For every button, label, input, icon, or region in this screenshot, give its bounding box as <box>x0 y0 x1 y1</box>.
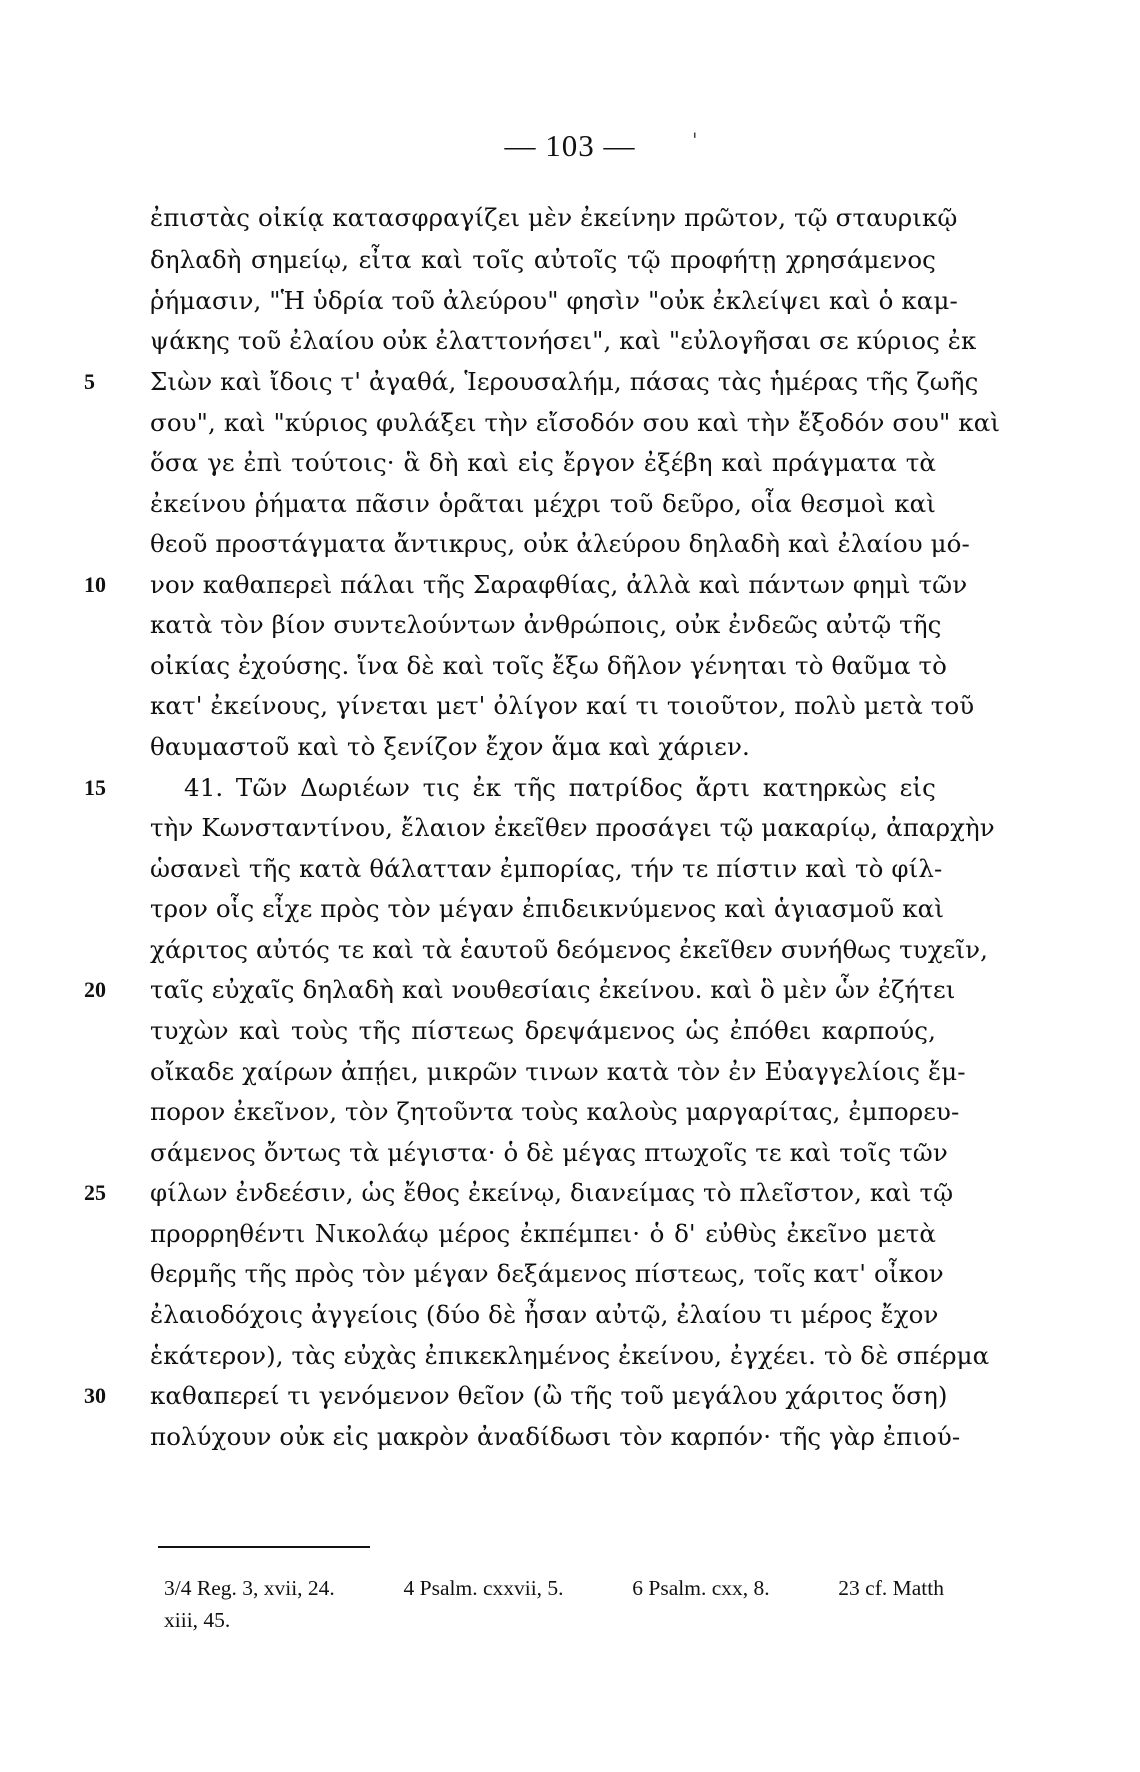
text-line: Σιὼν καὶ ἴδοις τ' ἀγαθά, Ἱερουσαλήμ, πάσας τὰς ἡμέρας τῆς ζωῆς <box>150 367 979 396</box>
line-number: 25 <box>84 1180 106 1205</box>
text-line: πολύχουν οὐκ εἰς μακρὸν ἀναδίδωσι τὸν καρπόν· τῆς γὰρ ἐπιού- <box>150 1422 961 1451</box>
page-number: — 103 — <box>504 128 636 163</box>
text-line: τυχὼν καὶ τοὺς τῆς πίστεως δρεψάμενος ὡς ἐπόθει καρπούς, <box>150 1016 936 1045</box>
footnote-divider <box>158 1546 370 1548</box>
section-heading-line: 41. Τῶν Δωριέων τις ἐκ τῆς πατρίδος ἄρτι κατηρκὼς εἰς <box>184 773 936 802</box>
line-number: 30 <box>84 1383 106 1408</box>
text-line: ὡσανεὶ τῆς κατὰ θάλατταν ἐμπορίας, τήν τε πίστιν καὶ τὸ φίλ- <box>150 854 943 883</box>
footnote: 6 Psalm. cxx, 8. <box>632 1576 770 1600</box>
text-line: ἑκάτερον), τὰς εὐχὰς ἐπικεκλημένος ἐκείνου, ἐγχέει. τὸ δὲ σπέρμα <box>150 1341 990 1370</box>
text-line: δηλαδὴ σημείῳ, εἶτα καὶ τοῖς αὐτοῖς τῷ προφήτῃ χρησάμενος <box>150 245 936 274</box>
footnote: 3/4 Reg. 3, xvii, 24. <box>164 1576 335 1600</box>
text-line: κατ' ἐκείνους, γίνεται μετ' ὀλίγον καί τι τοιοῦτον, πολὺ μετὰ τοῦ <box>150 691 975 720</box>
line-number: 20 <box>84 977 106 1002</box>
line-number: 5 <box>84 369 95 394</box>
header-mark: ' <box>692 128 698 152</box>
line-number: 15 <box>84 775 106 800</box>
footnote-continuation: xiii, 45. <box>164 1608 231 1632</box>
text-line: σάμενος ὄντως τὰ μέγιστα· ὁ δὲ μέγας πτωχοῖς τε καὶ τοῖς τῶν <box>150 1138 948 1167</box>
text-line: σου", καὶ "κύριος φυλάξει τὴν εἴσοδόν σου καὶ τὴν ἔξοδόν σου" καὶ <box>150 408 1001 437</box>
text-line: ἐλαιοδόχοις ἀγγείοις (δύο δὲ ἦσαν αὐτῷ, ἐλαίου τι μέρος ἔχον <box>150 1300 939 1329</box>
text-line: θεοῦ προστάγματα ἄντικρυς, οὐκ ἀλεύρου δηλαδὴ καὶ ἐλαίου μό- <box>150 529 970 558</box>
text-line: καθαπερεί τι γενόμενον θεῖον (ὢ τῆς τοῦ μεγάλου χάριτος ὅση) <box>150 1381 948 1410</box>
text-line: ψάκης τοῦ ἐλαίου οὐκ ἐλαττονήσει", καὶ "εὐλογῆσαι σε κύριος ἐκ <box>150 326 977 355</box>
footnotes <box>164 1574 944 1602</box>
text-line: ἐπιστὰς οἰκίᾳ κατασφραγίζει μὲν ἐκείνην πρῶτον, τῷ σταυρικῷ <box>150 203 958 232</box>
text-line: κατὰ τὸν βίον συντελούντων ἀνθρώποις, οὐκ ἐνδεῶς αὐτῷ τῆς <box>150 610 942 639</box>
footnote: 4 Psalm. cxxvii, 5. <box>403 1576 564 1600</box>
text-line: τρον οἷς εἶχε πρὸς τὸν μέγαν ἐπιδεικνύμενος καὶ ἁγιασμοῦ καὶ <box>150 894 945 923</box>
text-line: οἰκίας ἐχούσης. ἵνα δὲ καὶ τοῖς ἔξω δῆλον γένηται τὸ θαῦμα τὸ <box>150 651 947 680</box>
text-line: θερμῆς τῆς πρὸς τὸν μέγαν δεξάμενος πίστεως, τοῖς κατ' οἶκον <box>150 1259 944 1288</box>
text-line: οἴκαδε χαίρων ἀπῄει, μικρῶν τινων κατὰ τὸν ἐν Εὐαγγελίοις ἔμ- <box>150 1057 966 1086</box>
text-line: ῥήμασιν, "Ἡ ὑδρία τοῦ ἀλεύρου" φησὶν "οὐκ ἐκλείψει καὶ ὁ καμ- <box>150 286 958 315</box>
text-line: ταῖς εὐχαῖς δηλαδὴ καὶ νουθεσίαις ἐκείνου. καὶ ὃ μὲν ὧν ἐζήτει <box>150 975 956 1004</box>
text-line: νον καθαπερεὶ πάλαι τῆς Σαραφθίας, ἀλλὰ καὶ πάντων φημὶ τῶν <box>150 570 968 599</box>
text-line: φίλων ἐνδεέσιν, ὡς ἔθος ἐκείνῳ, διανείμας τὸ πλεῖστον, καὶ τῷ <box>150 1178 954 1207</box>
line-number: 10 <box>84 572 106 597</box>
text-line: τὴν Κωνσταντίνου, ἔλαιον ἐκεῖθεν προσάγει τῷ μακαρίῳ, ἀπαρχὴν <box>150 813 995 842</box>
text-line: ὅσα γε ἐπὶ τούτοις· ἃ δὴ καὶ εἰς ἔργον ἐξέβη καὶ πράγματα τὰ <box>150 448 936 477</box>
text-line: χάριτος αὐτός τε καὶ τὰ ἑαυτοῦ δεόμενος ἐκεῖθεν συνήθως τυχεῖν, <box>150 935 989 964</box>
text-line: πορον ἐκεῖνον, τὸν ζητοῦντα τοὺς καλοὺς μαργαρίτας, ἐμπορευ- <box>150 1097 960 1126</box>
text-line: ἐκείνου ῥήματα πᾶσιν ὁρᾶται μέχρι τοῦ δεῦρο, οἷα θεσμοὶ καὶ <box>150 489 936 518</box>
footnote: 23 cf. Matth <box>838 1576 944 1600</box>
text-line: θαυμαστοῦ καὶ τὸ ξενίζον ἔχον ἅμα καὶ χάριεν. <box>150 732 750 761</box>
text-line: προρρηθέντι Νικολάῳ μέρος ἐκπέμπει· ὁ δ' εὐθὺς ἐκεῖνο μετὰ <box>150 1219 936 1248</box>
